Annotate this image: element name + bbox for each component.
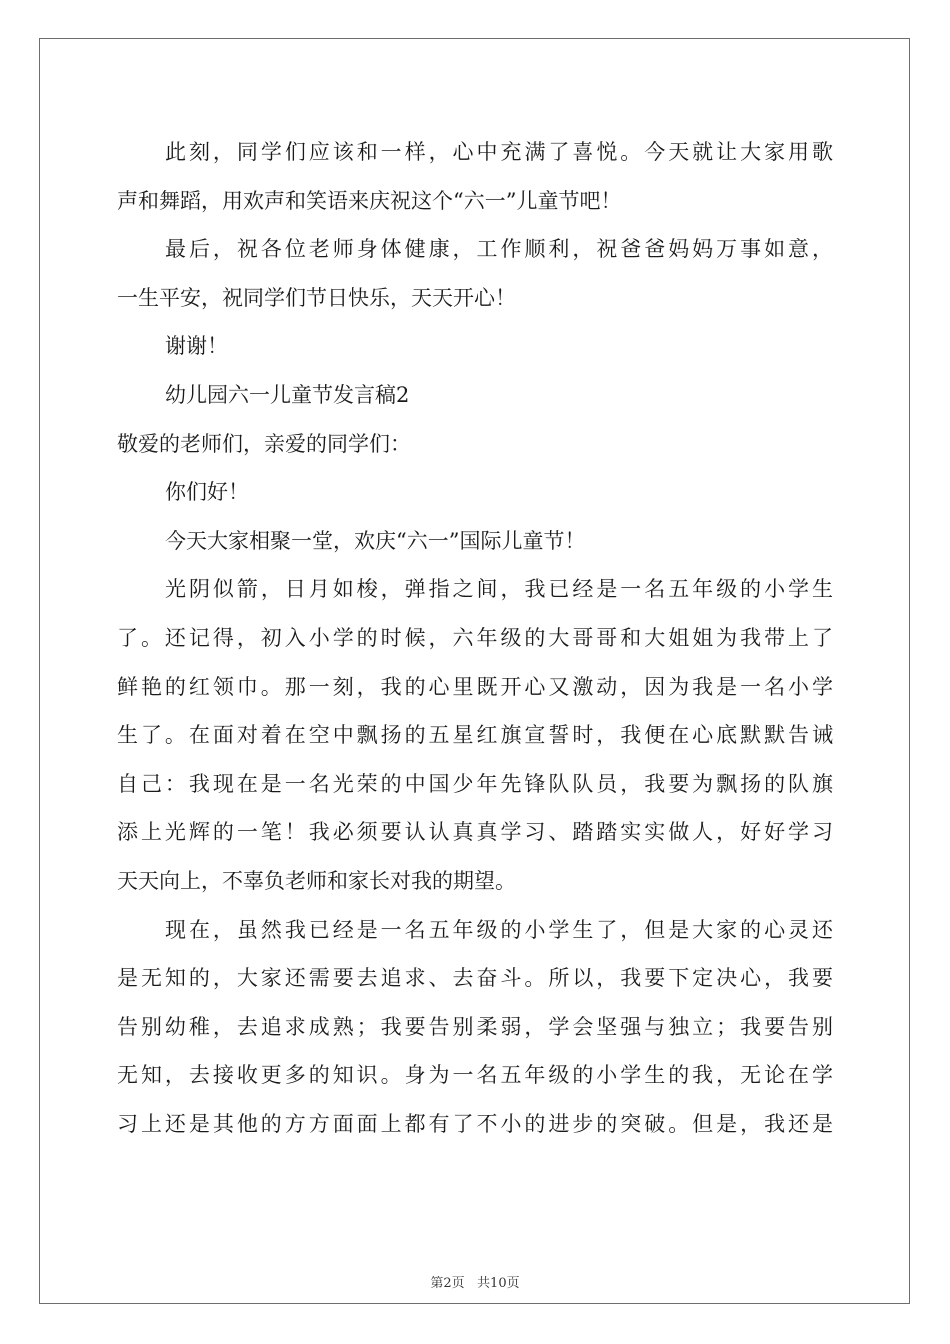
paragraph-line: 习上还是其他的方方面面上都有了不小的进步的突破。但是，我还是 [117,1111,833,1136]
paragraph-line: 添上光辉的一笔！我必须要认认真真学习、踏踏实实做人，好好学习 [117,820,833,845]
paragraph-line: 鲜艳的红领巾。那一刻，我的心里既开心又激动，因为我是一名小学 [117,674,833,699]
page-number-footer: 第2页 共10页 [430,1276,520,1291]
paragraph-line: 一生平安，祝同学们节日快乐，天天开心！ [117,285,516,310]
document-body [117,128,833,1148]
paragraph-line: 你们好！ [165,480,249,505]
paragraph-line: 光阴似箭，日月如梭，弹指之间，我已经是一名五年级的小学生 [165,577,833,602]
paragraph-line: 此刻，同学们应该和一样，心中充满了喜悦。今天就让大家用歌 [165,140,833,164]
paragraph-line: 谢谢！ [165,334,228,359]
paragraph-line: 今天大家相聚一堂，欢庆“六一”国际儿童节！ [165,528,586,553]
salutation: 敬爱的老师们，亲爱的同学们： [117,431,411,456]
paragraph-line: 天天向上，不辜负老师和家长对我的期望。 [117,868,516,893]
paragraph-line: 生了。在面对着在空中飘扬的五星红旗宣誓时，我便在心底默默告诫 [117,723,833,748]
paragraph-line: 了。还记得，初入小学的时候，六年级的大哥哥和大姐姐为我带上了 [117,625,833,650]
paragraph-line: 现在，虽然我已经是一名五年级的小学生了，但是大家的心灵还 [165,917,833,942]
paragraph-line: 最后，祝各位老师身体健康，工作顺利，祝爸爸妈妈万事如意， [165,237,833,262]
paragraph-line: 无知，去接收更多的知识。身为一名五年级的小学生的我，无论在学 [117,1063,833,1088]
section-title: 幼儿园六一儿童节发言稿2 [165,382,410,407]
paragraph-line: 告别幼稚，去追求成熟；我要告别柔弱，学会坚强与独立；我要告别 [117,1014,833,1039]
paragraph-line: 自己：我现在是一名光荣的中国少年先锋队队员，我要为飘扬的队旗 [117,771,833,796]
paragraph-line: 是无知的，大家还需要去追求、去奋斗。所以，我要下定决心，我要 [117,966,833,991]
paragraph-line: 声和舞蹈，用欢声和笑语来庆祝这个“六一”儿童节吧！ [117,188,622,213]
